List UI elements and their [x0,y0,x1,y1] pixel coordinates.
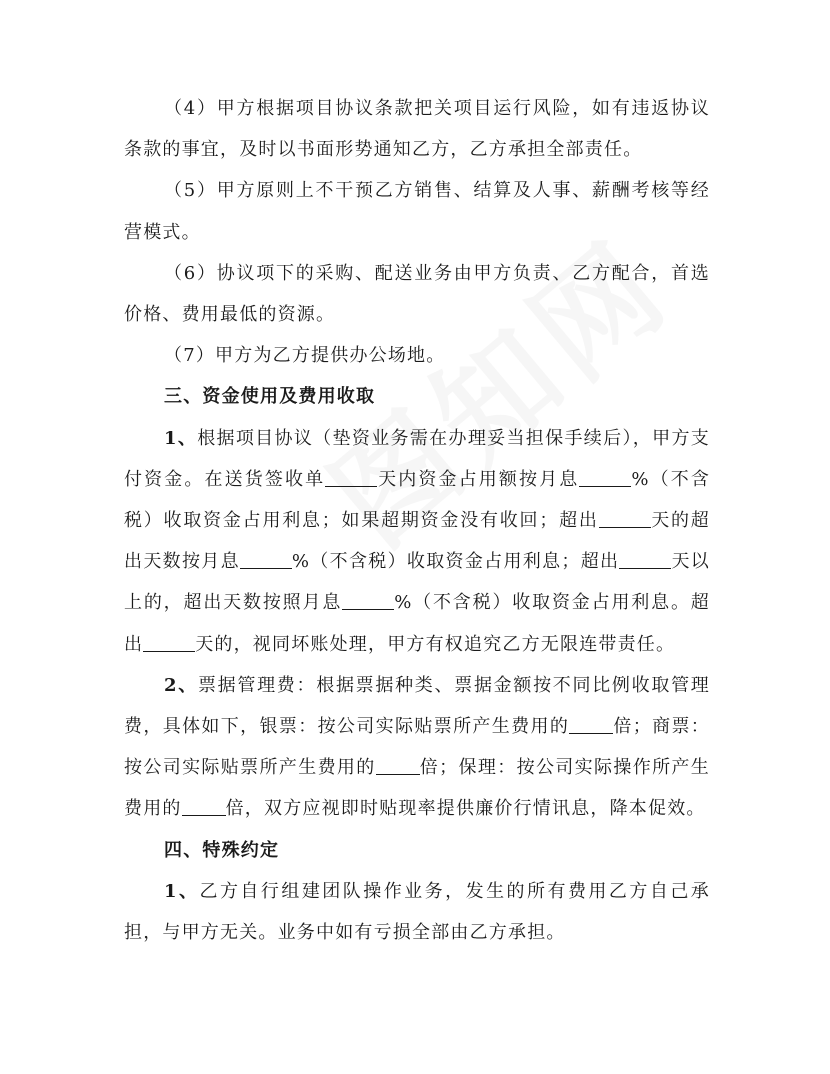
fill-blank[interactable] [569,713,613,734]
clause-item-6: （6）协议项下的采购、配送业务由甲方负责、乙方配合，首选价格、费用最低的资源。 [124,262,710,326]
clause-number: 2、 [164,674,198,696]
fill-blank[interactable] [143,631,195,652]
clause-item-4: （4）甲方根据项目协议条款把关项目运行风险，如有违返协议条款的事宜，及时以书面形势通知乙方，乙方承担全部责任。 [124,98,710,161]
section-heading-3: 三、资金使用及费用收取 [164,386,376,408]
clause-number: 1、 [164,880,200,902]
fill-blank[interactable] [619,548,671,569]
section4-clause-1: 1、乙方自行组建团队操作业务，发生的所有费用乙方自己承担，与甲方无关。业务中如有亏损全部由乙方承担。 [124,880,710,944]
section-heading-4: 四、特殊约定 [164,839,280,861]
fill-blank[interactable] [342,589,394,610]
clause-number: 1、 [164,427,198,449]
fill-blank[interactable] [182,795,226,816]
fill-blank[interactable] [240,548,292,569]
document-body [124,88,710,953]
fill-blank[interactable] [325,466,377,487]
section3-clause-2: 2、票据管理费：根据票据种类、票据金额按不同比例收取管理费，具体如下，银票：按公司实际贴票所产生费用的 倍；商票：按公司实际贴票所产生费用的 倍；保理：按公司实际操作所产生费用的 倍，双方应视即时贴现率提供廉价行情讯息，降本促效。 [124,674,711,820]
section3-clause-1: 1、根据项目协议（垫资业务需在办理妥当担保手续后），甲方支付资金。在送货签收单 天内资金占用额按月息 %（不含税）收取资金占用利息；如果超期资金没有收回；超出 天的超出天数按月息 %（不含税）收取资金占用利息；超出 天以上的，超出天数按照月息 %（不含税）收取资金占用利息。超出 天的，视同坏账处理，甲方有权追究乙方无限连带责任。 [124,427,711,655]
fill-blank[interactable] [579,466,631,487]
clause-item-7: （7）甲方为乙方提供办公场地。 [164,345,446,367]
fill-blank[interactable] [376,754,420,775]
fill-blank[interactable] [599,507,651,528]
clause-item-5: （5）甲方原则上不干预乙方销售、结算及人事、薪酬考核等经营模式。 [124,180,710,243]
